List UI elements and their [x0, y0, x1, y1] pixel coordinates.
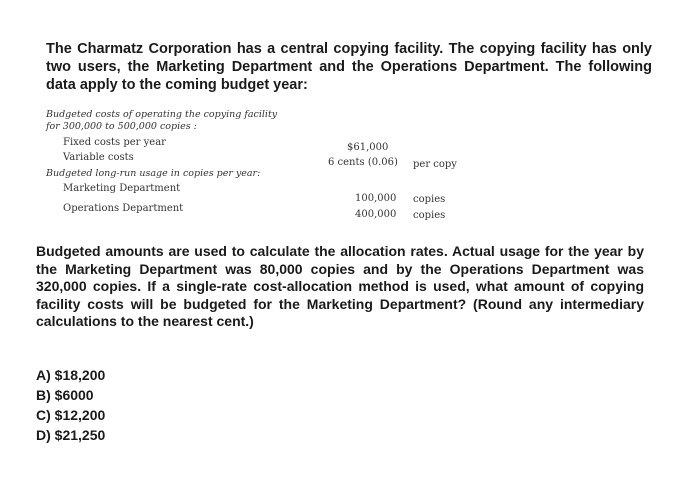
- operations-unit: copies: [413, 210, 446, 221]
- option-a: A) $18,200: [36, 367, 106, 383]
- marketing-label: Marketing Department: [63, 183, 181, 194]
- marketing-unit: copies: [413, 194, 446, 205]
- operations-value: 400,000: [355, 209, 397, 220]
- question-text: Budgeted amounts are used to calculate the allocation rates. Actual usage for the year by the Marketing Department was 80,000 copies and by the Operations Department was 320,000 copies. If a single-rate cost-allocation method is used, what amount of copying facility costs will be budgeted for the Marketing Department? (Round any intermediary calculations to the nearest cent.): [36, 243, 644, 329]
- option-c: C) $12,200: [36, 407, 106, 423]
- variable-costs-unit: per copy: [413, 159, 457, 170]
- budgeted-costs-heading-1: Budgeted costs of operating the copying facility: [46, 109, 278, 120]
- usage-heading: Budgeted long-run usage in copies per year:: [46, 168, 261, 179]
- option-d: D) $21,250: [36, 427, 106, 443]
- budgeted-costs-heading-2: for 300,000 to 500,000 copies :: [46, 121, 197, 132]
- variable-costs-value: 6 cents (0.06): [328, 157, 398, 168]
- operations-label: Operations Department: [63, 203, 184, 214]
- option-b: B) $6000: [36, 387, 94, 403]
- fixed-costs-value: $61,000: [347, 142, 389, 153]
- variable-costs-label: Variable costs: [63, 152, 134, 163]
- intro-paragraph: The Charmatz Corporation has a central copying facility. The copying facility has only two users, the Marketing Department and the Operations Department. The following data apply to the coming budget year:: [46, 41, 652, 93]
- fixed-costs-label: Fixed costs per year: [63, 137, 166, 148]
- marketing-value: 100,000: [355, 193, 397, 204]
